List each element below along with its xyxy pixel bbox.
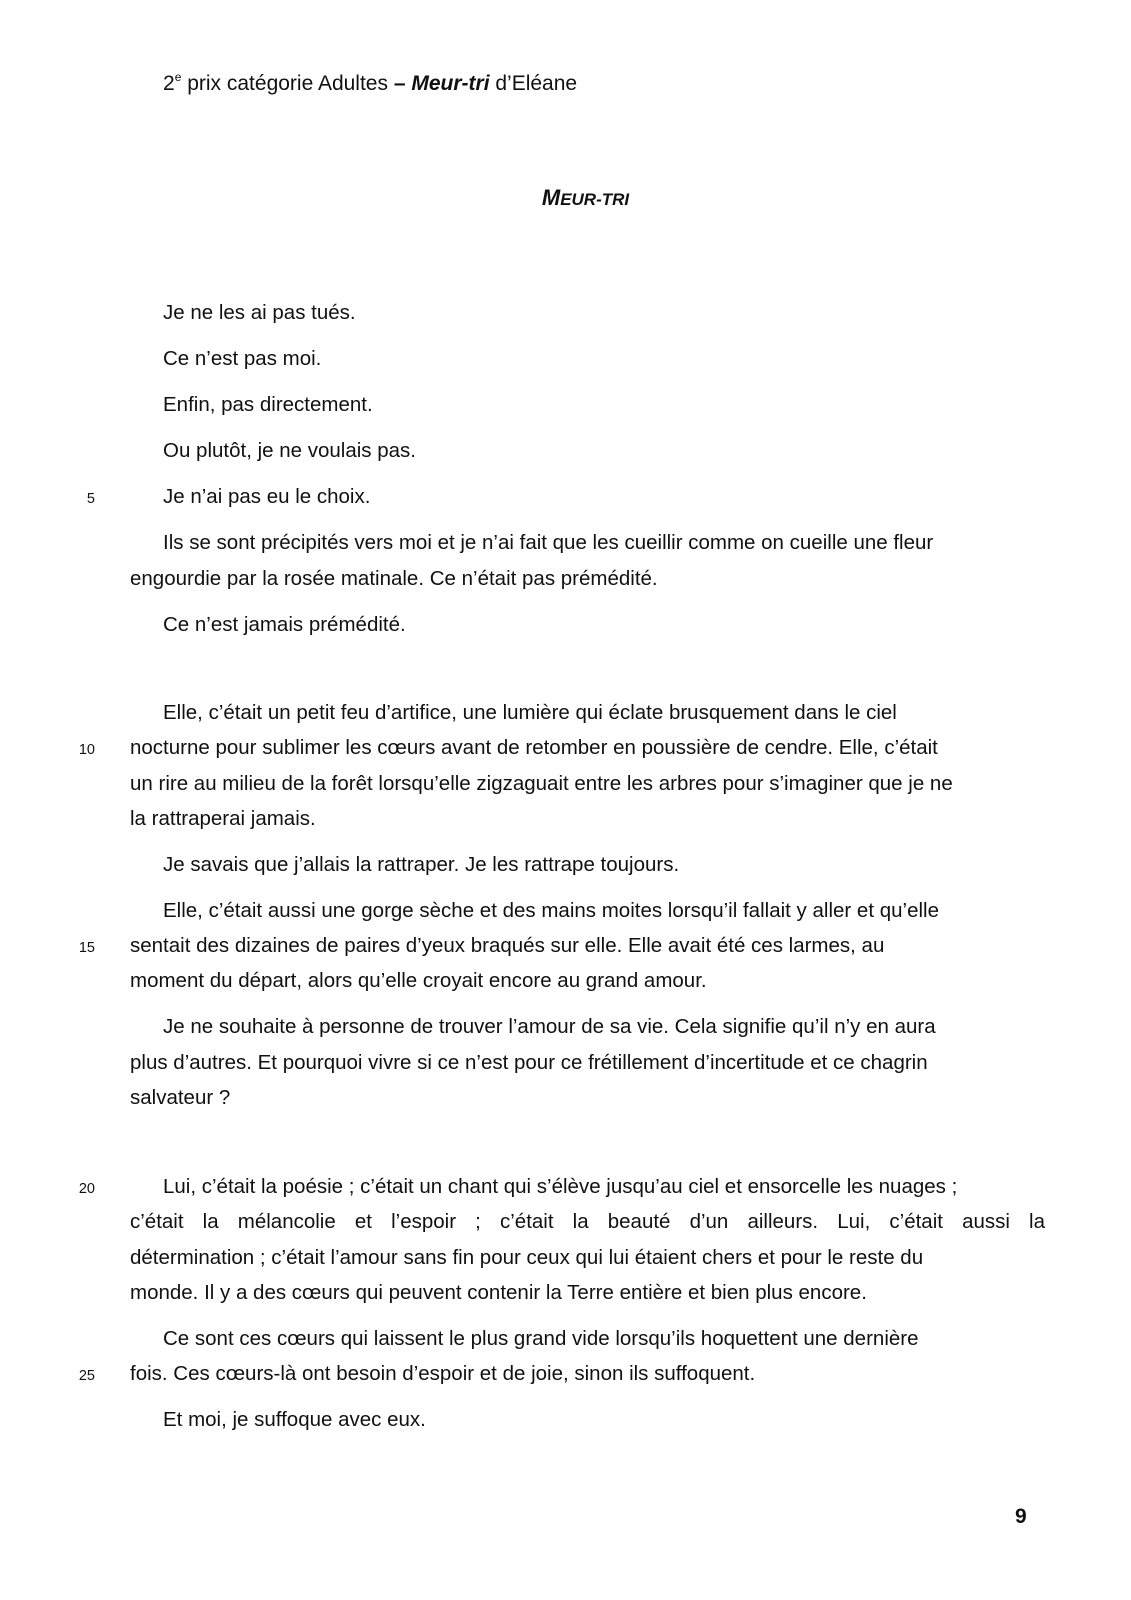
- line-number: 25: [78, 1368, 95, 1384]
- author: d’Eléane: [489, 72, 578, 95]
- story-title: [0, 185, 1131, 211]
- text-line: la rattraperai jamais.: [130, 807, 316, 830]
- text-line: Ce n’est pas moi.: [163, 347, 322, 370]
- text-line: Je n’ai pas eu le choix.: [163, 485, 371, 508]
- text-line: moment du départ, alors qu’elle croyait encore au grand amour.: [130, 969, 707, 992]
- text-line: Elle, c’était aussi une gorge sèche et des mains moites lorsqu’il fallait y aller et qu’elle: [163, 899, 939, 922]
- title-rest: EUR-TRI: [560, 190, 630, 209]
- prize-category: prix catégorie Adultes: [181, 72, 394, 95]
- text-line: Et moi, je suffoque avec eux.: [163, 1408, 426, 1431]
- text-line: Elle, c’était un petit feu d’artifice, une lumière qui éclate brusquement dans le ciel: [163, 701, 897, 724]
- prize-ordinal-suffix: e: [174, 70, 182, 84]
- text-line: salvateur ?: [130, 1086, 231, 1109]
- page-header: [163, 70, 577, 98]
- text-line: Ce n’est jamais prémédité.: [163, 613, 406, 636]
- text-line: Ou plutôt, je ne voulais pas.: [163, 439, 416, 462]
- text-line: Enfin, pas directement.: [163, 393, 373, 416]
- text-line: Ce sont ces cœurs qui laissent le plus grand vide lorsqu’ils hoquettent une dernière: [163, 1327, 919, 1350]
- line-number: 5: [86, 491, 95, 507]
- text-line: Je ne les ai pas tués.: [163, 301, 356, 324]
- text-line: fois. Ces cœurs-là ont besoin d’espoir et de joie, sinon ils suffoquent.: [130, 1362, 756, 1385]
- text-line: plus d’autres. Et pourquoi vivre si ce n’est pour ce frétillement d’incertitude et ce chagrin: [130, 1051, 928, 1074]
- text-line: Lui, c’était la poésie ; c’était un chant qui s’élève jusqu’au ciel et ensorcelle les nuages ;: [163, 1175, 958, 1198]
- text-line: Ils se sont précipités vers moi et je n’ai fait que les cueillir comme on cueille une fleur: [163, 531, 934, 554]
- line-number: 10: [78, 742, 95, 758]
- text-line: Je ne souhaite à personne de trouver l’amour de sa vie. Cela signifie qu’il n’y en aura: [163, 1015, 936, 1038]
- text-line: monde. Il y a des cœurs qui peuvent contenir la Terre entière et bien plus encore.: [130, 1281, 867, 1304]
- work-title: Meur-tri: [411, 72, 490, 95]
- text-line: nocturne pour sublimer les cœurs avant de retomber en poussière de cendre. Elle, c’était: [130, 736, 938, 759]
- prize-ordinal: 2: [163, 72, 175, 95]
- header-dash: –: [393, 72, 406, 95]
- text-line: sentait des dizaines de paires d’yeux braqués sur elle. Elle avait été ces larmes, au: [130, 934, 885, 957]
- text-line: c’était la mélancolie et l’espoir ; c’était la beauté d’un ailleurs. Lui, c’était aussi la: [130, 1210, 1045, 1233]
- text-line: engourdie par la rosée matinale. Ce n’était pas prémédité.: [130, 567, 658, 590]
- line-number: 20: [78, 1181, 95, 1197]
- title-initial: M: [541, 185, 561, 210]
- line-number: 15: [78, 940, 95, 956]
- text-line: Je savais que j’allais la rattraper. Je les rattrape toujours.: [163, 853, 680, 876]
- text-line: un rire au milieu de la forêt lorsqu’elle zigzaguait entre les arbres pour s’imaginer que je ne: [130, 772, 953, 795]
- text-line: détermination ; c’était l’amour sans fin pour ceux qui lui étaient chers et pour le reste du: [130, 1246, 924, 1269]
- page-number: 9: [1015, 1505, 1027, 1528]
